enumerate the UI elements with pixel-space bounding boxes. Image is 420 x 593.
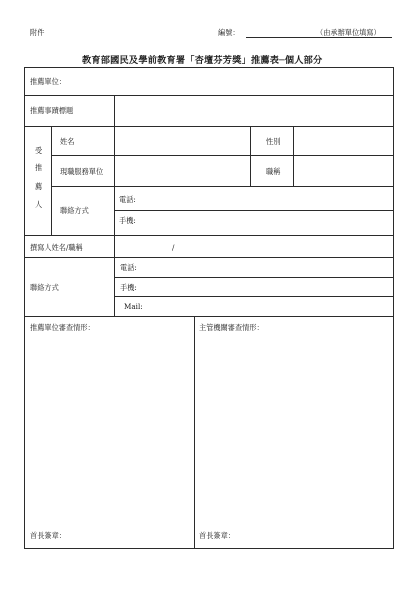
job-title-label: 職稱 <box>266 167 281 176</box>
contact-method-label: 聯絡方式 <box>60 206 89 215</box>
gender-label: 性別 <box>266 137 281 146</box>
recipient-side-char-1: 受 <box>35 146 43 155</box>
serial-number-label: 編號： <box>218 28 240 37</box>
filler-slash: / <box>172 243 175 252</box>
current-unit-label: 現職服務單位 <box>60 167 104 176</box>
recipient-side-char-2: 推 <box>35 163 43 172</box>
mobile-label: 手機: <box>119 216 136 225</box>
recipient-side-char-3: 薦 <box>35 182 43 191</box>
signature-left-label: 首長簽章： <box>30 531 66 540</box>
signature-right-label: 首長簽章： <box>199 531 235 540</box>
deed-title-label: 推薦事蹟標題 <box>30 106 74 115</box>
mail-2-label: Mail: <box>124 302 143 311</box>
serial-number-note: （由承辦單位填寫） <box>316 28 381 37</box>
contact-method-2-label: 聯絡方式 <box>30 283 59 292</box>
attachment-label: 附件 <box>30 28 45 37</box>
page-title: 教育部國民及學前教育署「杏壇芬芳獎」推薦表─個人部分 <box>82 55 323 66</box>
phone-label: 電話: <box>119 195 136 204</box>
name-label: 姓名 <box>60 137 75 146</box>
unit-review-label: 推薦單位審查情形： <box>30 323 95 332</box>
recommending-unit-label: 推薦單位： <box>30 77 66 86</box>
phone-2-label: 電話: <box>120 263 137 272</box>
recipient-side-char-4: 人 <box>35 200 43 209</box>
authority-review-label: 主管機關審查情形： <box>199 323 264 332</box>
mobile-2-label: 手機: <box>120 283 137 292</box>
filler-name-title-label: 撰寫人姓名/職稱 <box>30 243 83 252</box>
